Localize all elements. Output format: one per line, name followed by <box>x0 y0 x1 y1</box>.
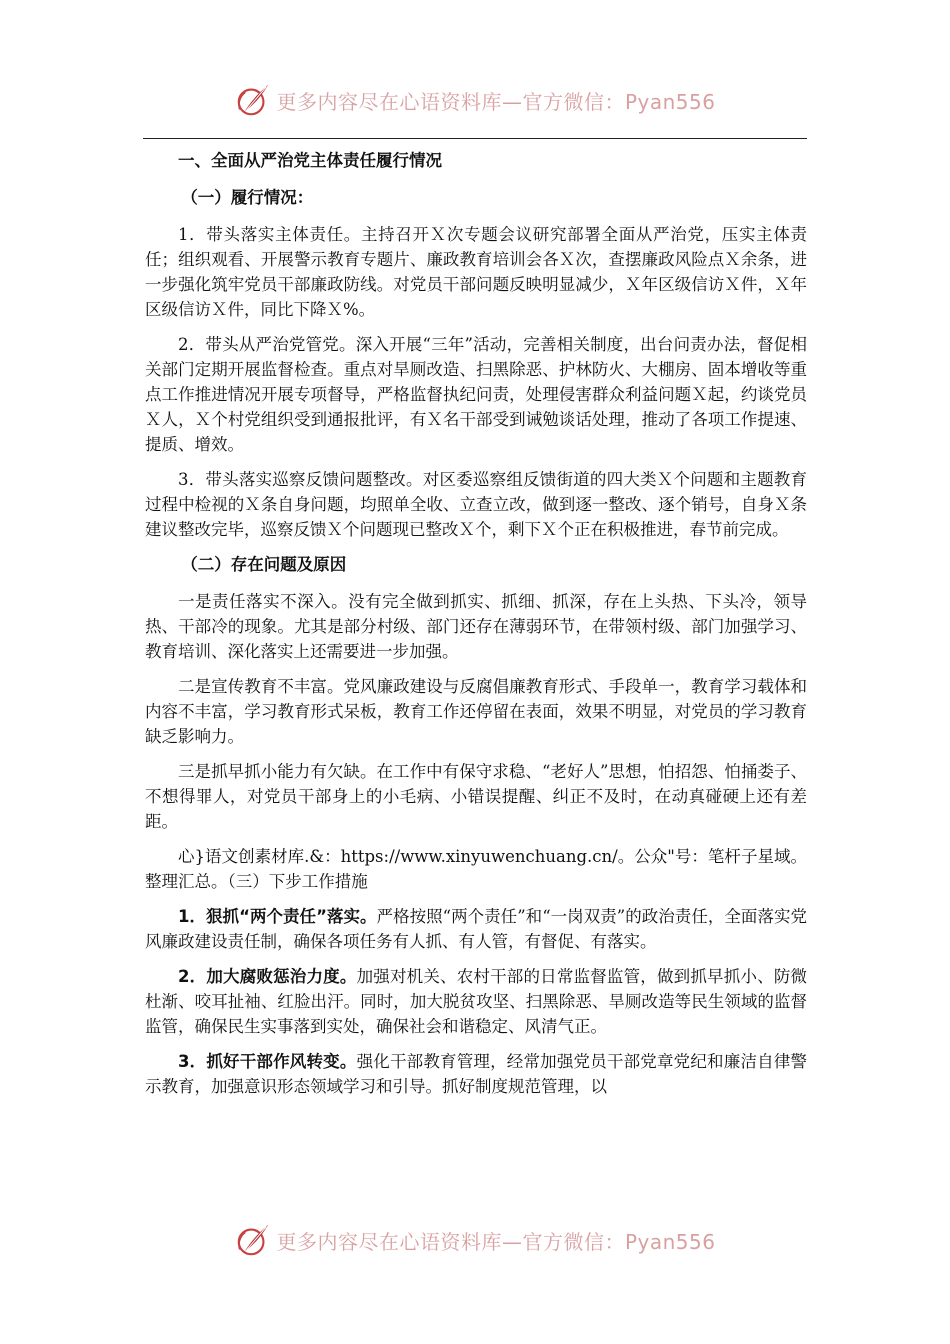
section-heading: 一、全面从严治党主体责任履行情况 <box>178 151 442 170</box>
document-body <box>145 146 807 1109</box>
paragraph-lead: 1．狠抓“两个责任”落实。 <box>178 907 377 926</box>
paragraph <box>145 904 807 954</box>
feather-pen-logo-icon <box>234 1221 272 1259</box>
paragraph-lead: 3．抓好干部作风转变。 <box>178 1052 357 1071</box>
paragraph-body: 严格按照“两个责任”和“一岗双责”的政治责任，全面落实党风廉政建设责任制，确保各项任务有人抓、有人管，有督促、有落实。 <box>145 907 808 951</box>
watermark-text: 更多内容尽在心语资料库—官方微信：Pyan556 <box>276 1229 716 1254</box>
paragraph-lead: 2．加大腐败惩治力度。 <box>178 967 357 986</box>
paragraph-body: 加强对机关、农村干部的日常监督监管，做到抓早抓小、防微杜渐、咬耳扯袖、红脸出汗。同时，加大脱贫攻坚、扫黑除恶、旱厕改造等民生领域的监督监管，确保民生实事落到实处，确保社会和谐稳定、风清气正。 <box>145 967 808 1036</box>
paragraph: 三是抓早抓小能力有欠缺。在工作中有保守求稳、“老好人”思想，怕招怨、怕捅娄子、不想得罪人，对党员干部身上的小毛病、小错误提醒、纠正不及时，在动真碰硬上还有差距。 <box>145 762 807 831</box>
paragraph <box>145 1049 807 1099</box>
watermark-banner-bottom <box>0 1218 950 1262</box>
paragraph: 2．带头从严治党管党。深入开展“三年”活动，完善相关制度，出台问责办法，督促相关部门定期开展监督检查。重点对旱厕改造、扫黑除恶、护林防火、大棚房、固本增收等重点工作推进情况开展专项督导，严格监督执纪问责，处理侵害群众利益问题Ｘ起，约谈党员Ｘ人，Ｘ个村党组织受到通报批评，有Ｘ名干部受到诫勉谈话处理，推动了各项工作提速、提质、增效。 <box>145 335 807 454</box>
paragraph: 二是宣传教育不丰富。党风廉政建设与反腐倡廉教育形式、手段单一，教育学习载体和内容不丰富，学习教育形式呆板，教育工作还停留在表面，效果不明显，对党员的学习教育缺乏影响力。 <box>145 677 807 746</box>
subsection-heading: （二）存在问题及原因 <box>181 555 347 574</box>
subsection-heading: （一）履行情况： <box>181 188 314 207</box>
source-note: 心}语文创素材库.&：https://www.xinyuwenchuang.cn/。公众"号：笔杆子星域。整理汇总。（三）下步工作措施 <box>145 847 807 891</box>
feather-pen-logo-icon <box>234 81 272 119</box>
paragraph-body: 强化干部教育管理，经常加强党员干部党章党纪和廉洁自律警示教育，加强意识形态领域学习和引导。抓好制度规范管理，以 <box>145 1052 808 1096</box>
paragraph: 一是责任落实不深入。没有完全做到抓实、抓细、抓深，存在上头热、下头冷，领导热、干部冷的现象。尤其是部分村级、部门还存在薄弱环节，在带领村级、部门加强学习、教育培训、深化落实上还需要进一步加强。 <box>145 592 807 661</box>
paragraph: 1．带头落实主体责任。主持召开Ｘ次专题会议研究部署全面从严治党，压实主体责任；组织观看、开展警示教育专题片、廉政教育培训会各Ｘ次，查摆廉政风险点Ｘ余条，进一步强化筑牢党员干部廉政防线。对党员干部问题反映明显减少，Ｘ年区级信访Ｘ件，Ｘ年区级信访Ｘ件，同比下降Ｘ%。 <box>145 225 807 319</box>
paragraph <box>145 964 807 1039</box>
paragraph: 3．带头落实巡察反馈问题整改。对区委巡察组反馈街道的四大类Ｘ个问题和主题教育过程中检视的Ｘ条自身问题，均照单全收、立查立改，做到逐一整改、逐个销号，自身Ｘ条建议整改完毕，巡察反馈Ｘ个问题现已整改Ｘ个，剩下Ｘ个正在积极推进，春节前完成。 <box>145 470 807 539</box>
watermark-banner-top <box>0 78 950 122</box>
header-rule <box>143 138 807 139</box>
watermark-text: 更多内容尽在心语资料库—官方微信：Pyan556 <box>276 89 716 114</box>
